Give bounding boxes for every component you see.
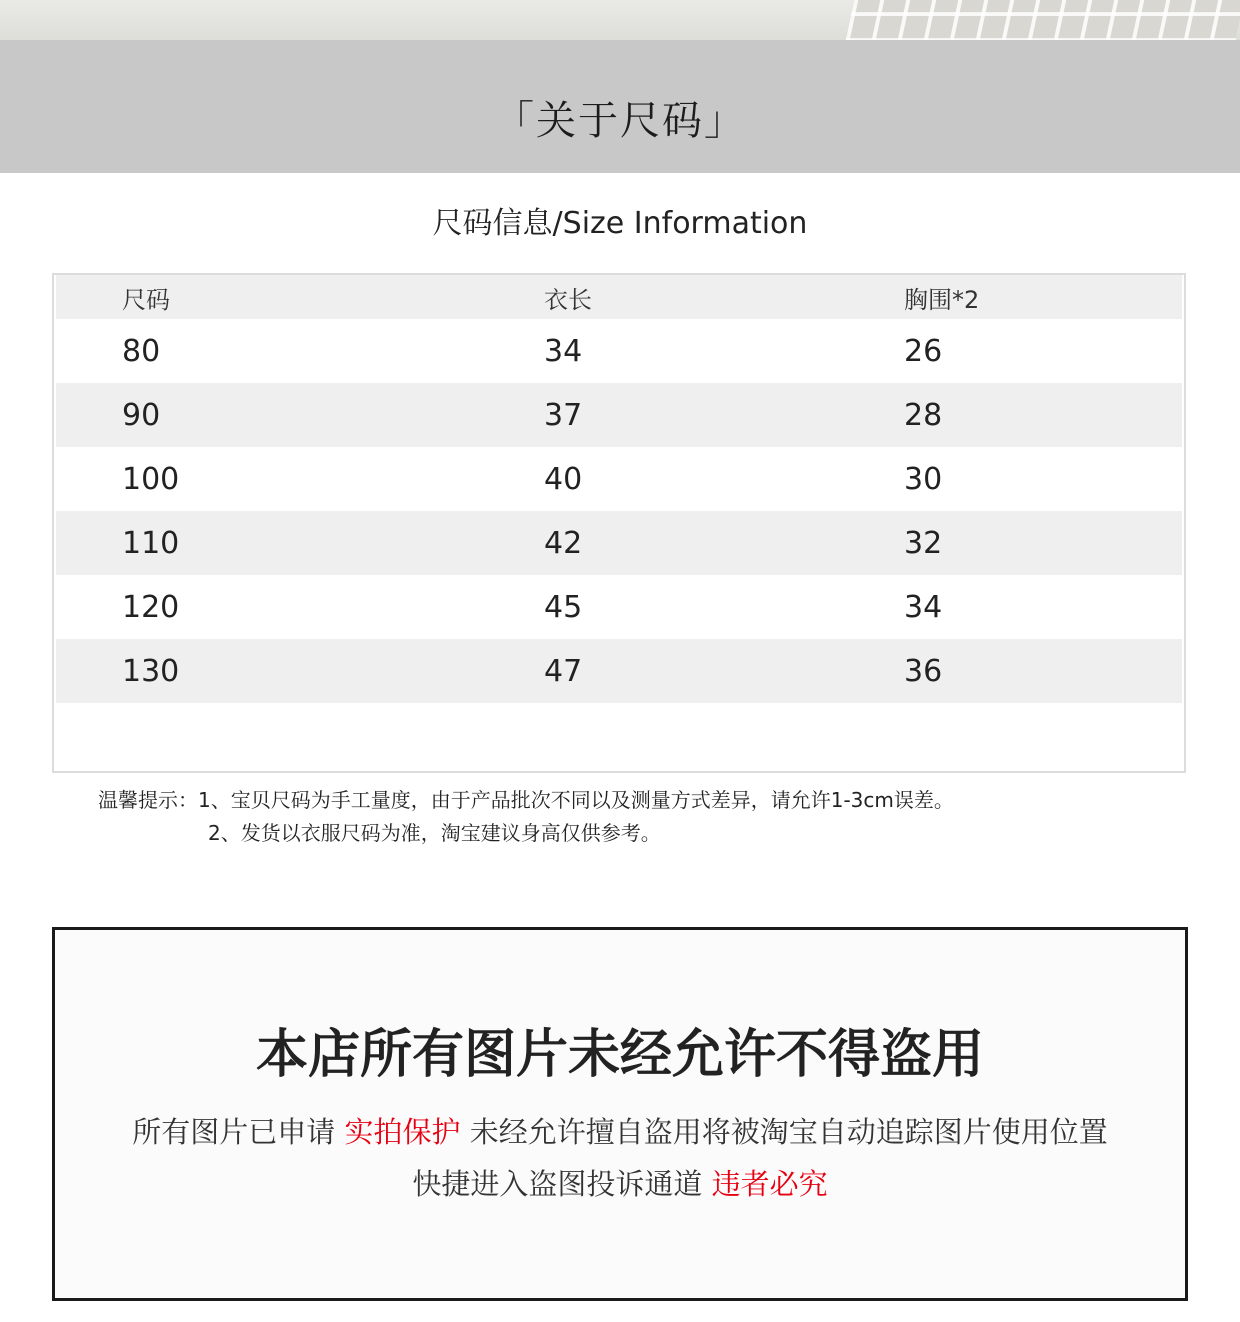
table-header-row — [56, 275, 1182, 319]
size-table — [52, 273, 1186, 773]
copyright-highlight-protection: 实拍保护 — [344, 1115, 461, 1149]
cell-chest: 30 — [904, 461, 943, 497]
column-header-size: 尺码 — [122, 285, 170, 314]
grid-decoration — [844, 0, 1240, 40]
copyright-line-1-text-a: 所有图片已申请 — [132, 1115, 336, 1149]
cell-length: 45 — [544, 589, 583, 625]
cell-length: 42 — [544, 525, 583, 561]
size-info-subtitle: 尺码信息/Size Information — [432, 206, 808, 241]
cell-chest: 32 — [904, 525, 943, 561]
table-row — [56, 511, 1182, 575]
cell-length: 40 — [544, 461, 583, 497]
cell-size: 130 — [122, 653, 180, 689]
copyright-line-2 — [55, 1162, 1185, 1203]
cell-size: 110 — [122, 525, 180, 561]
cell-length: 47 — [544, 653, 583, 689]
note-line-2: 2、发货以衣服尺码为准，淘宝建议身高仅供参考。 — [208, 821, 661, 845]
copyright-notice-box — [52, 927, 1188, 1301]
column-header-length: 衣长 — [544, 285, 592, 314]
cell-size: 100 — [122, 461, 180, 497]
table-row — [56, 383, 1182, 447]
header-band — [0, 40, 1240, 173]
section-title: 「关于尺码」 — [494, 98, 746, 144]
table-row — [56, 447, 1182, 511]
size-notes — [98, 784, 1098, 850]
column-header-chest: 胸围*2 — [904, 285, 980, 314]
table-row — [56, 319, 1182, 383]
copyright-highlight-warning: 违者必究 — [711, 1167, 828, 1201]
copyright-line-1-text-b: 未经允许擅自盗用将被淘宝自动追踪图片使用位置 — [469, 1115, 1108, 1149]
cell-length: 37 — [544, 397, 583, 433]
note-line-1: 温馨提示：1、宝贝尺码为手工量度，由于产品批次不同以及测量方式差异，请允许1-3cm误差。 — [98, 788, 954, 812]
copyright-title: 本店所有图片未经允许不得盗用 — [255, 1025, 984, 1085]
table-row — [56, 575, 1182, 639]
top-photo-strip — [0, 0, 1240, 40]
cell-chest: 34 — [904, 589, 943, 625]
cell-chest: 36 — [904, 653, 943, 689]
copyright-line-2-text-a: 快捷进入盗图投诉通道 — [412, 1167, 703, 1201]
cell-size: 90 — [122, 397, 161, 433]
cell-chest: 26 — [904, 333, 943, 369]
cell-size: 120 — [122, 589, 180, 625]
cell-chest: 28 — [904, 397, 943, 433]
table-row — [56, 639, 1182, 703]
cell-size: 80 — [122, 333, 161, 369]
cell-length: 34 — [544, 333, 583, 369]
copyright-line-1 — [55, 1110, 1185, 1151]
